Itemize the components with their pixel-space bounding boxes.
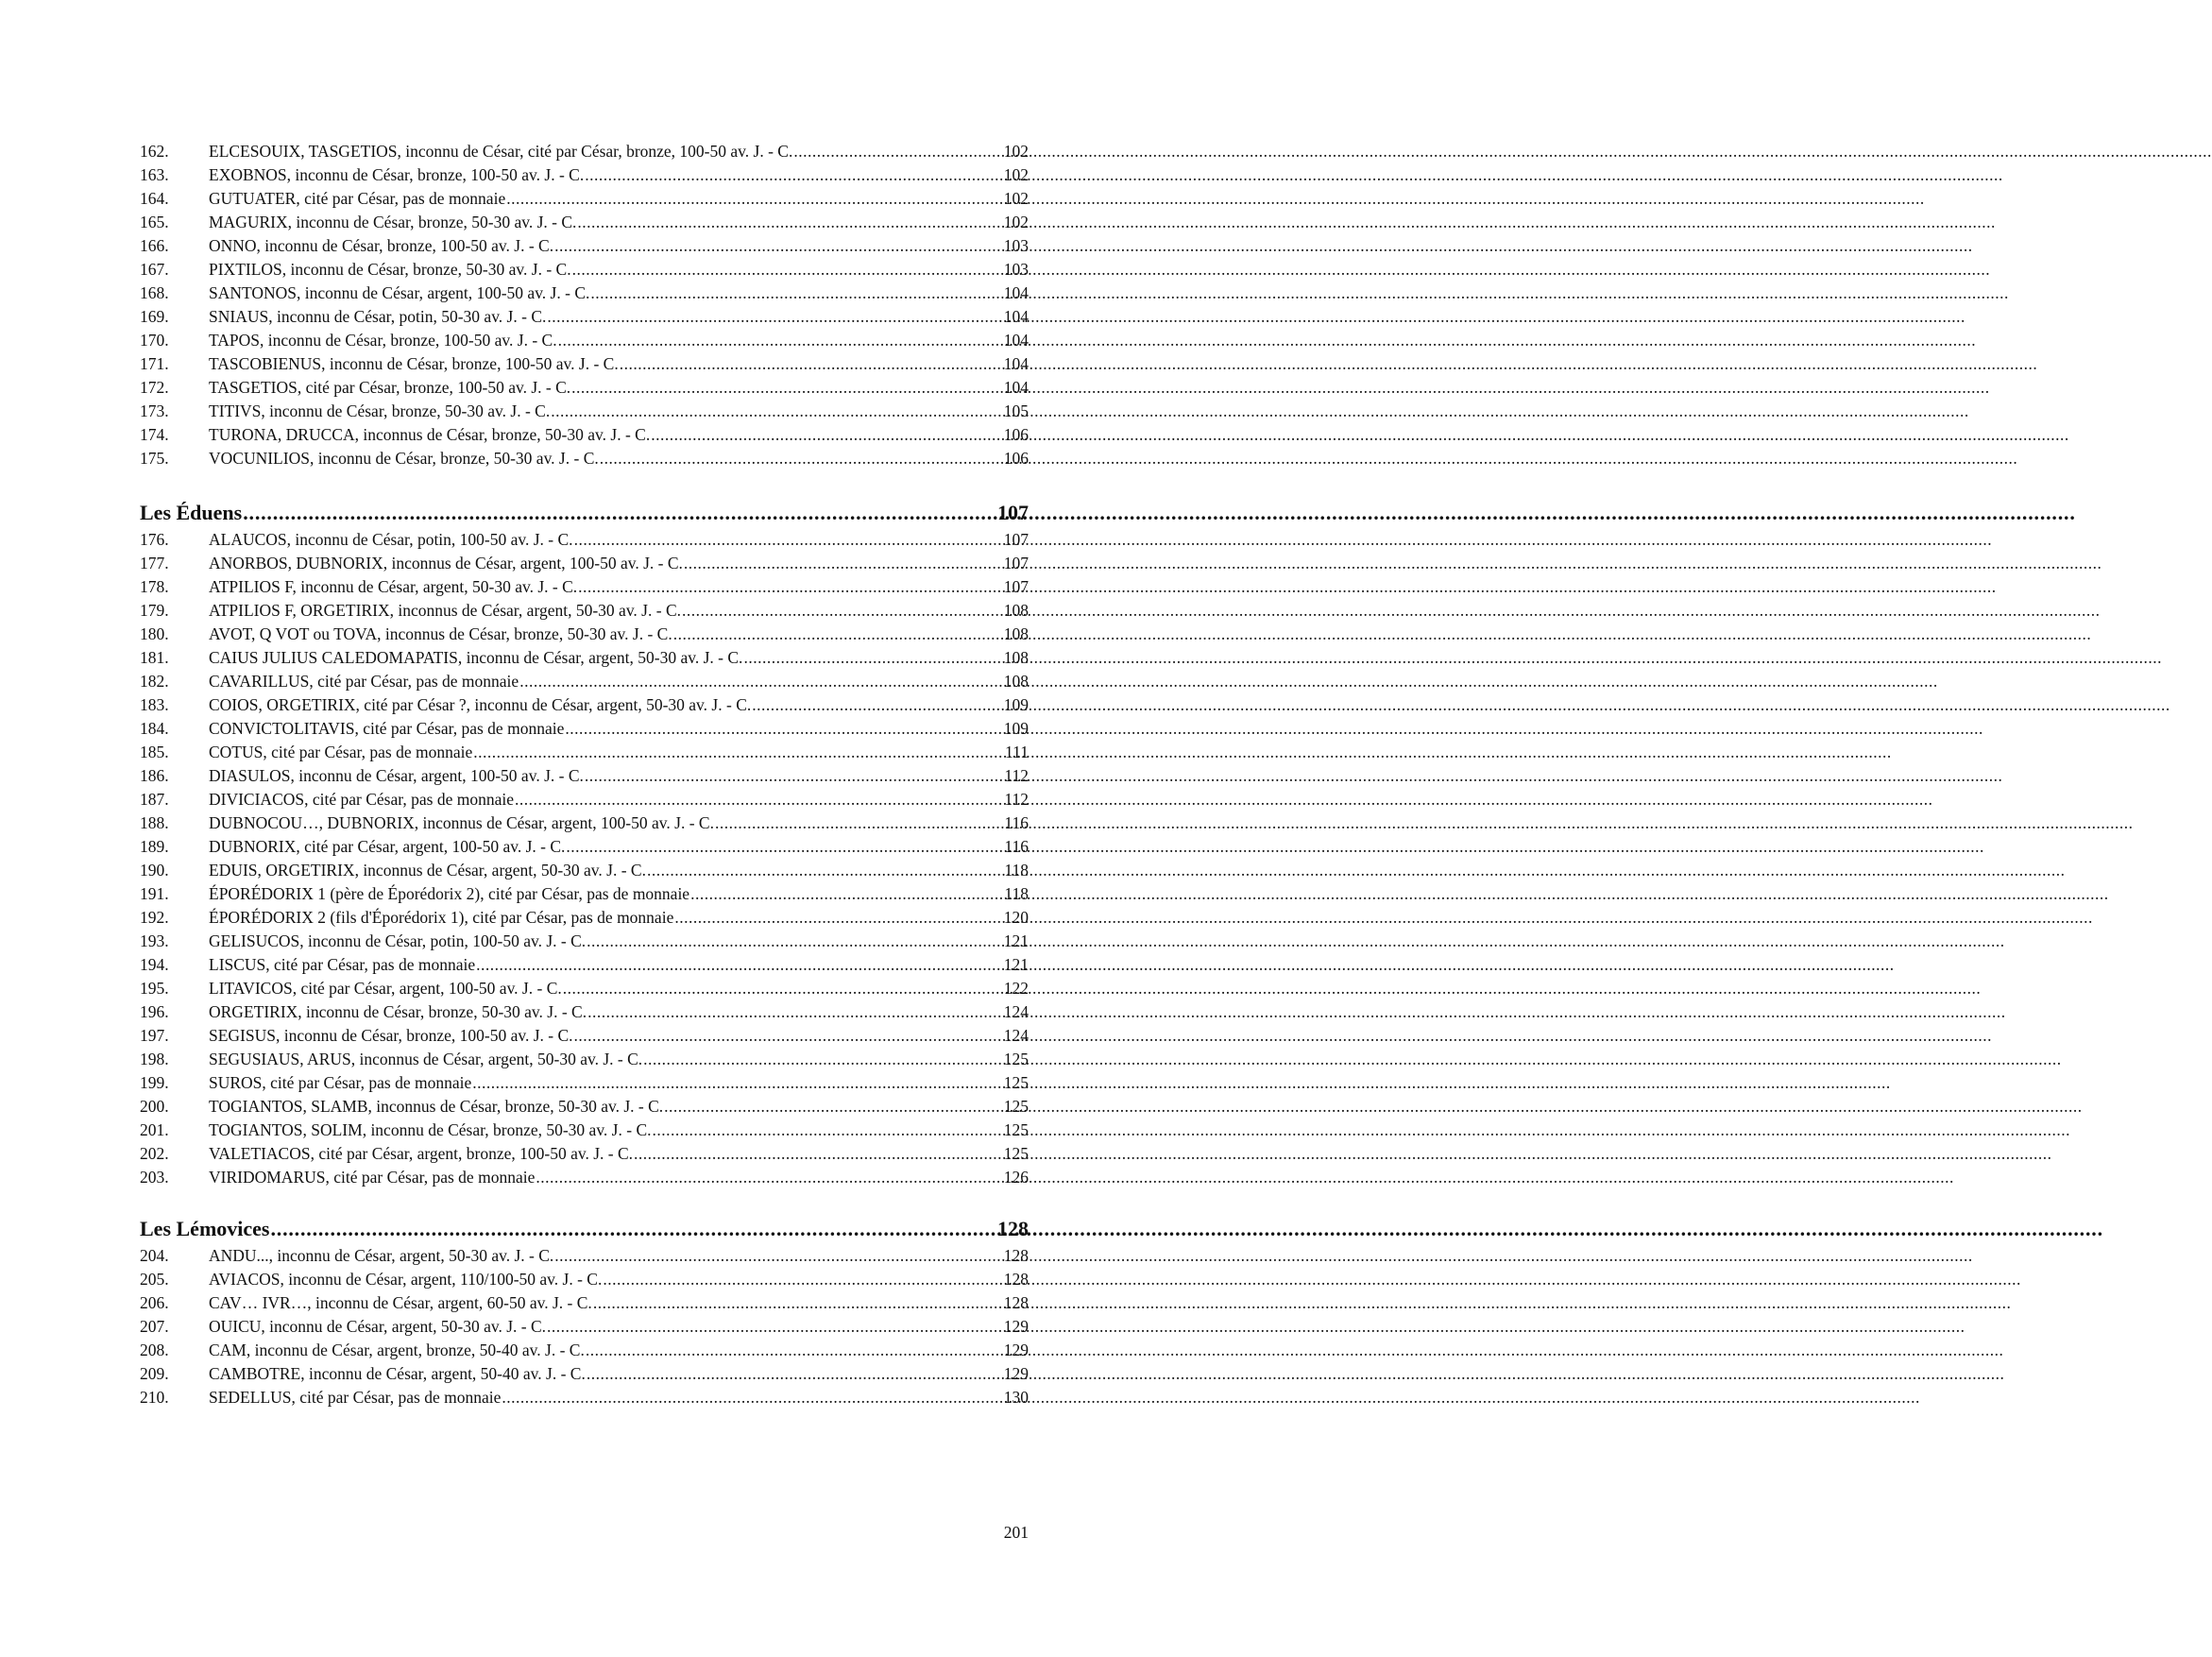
entry-number: 164. [140, 189, 169, 208]
dot-leader [590, 282, 1002, 305]
entry-title: AVOT, Q VOT ou TOVA, inconnus de César, bronze, 50-30 av. J. - C. [209, 624, 672, 643]
toc-entry [140, 599, 1029, 623]
entry-number: 165. [140, 213, 169, 231]
toc-entry [140, 646, 1029, 670]
toc-entry [140, 977, 1029, 1000]
entry-number: 171. [140, 354, 169, 373]
entry-number: 174. [140, 425, 169, 444]
entry-number: 202. [140, 1144, 169, 1163]
toc-entry [140, 717, 1029, 741]
entry-title: SEGISUS, inconnu de César, bronze, 100-50 av. J. - C. [209, 1026, 573, 1045]
entry-title: GELISUCOS, inconnu de César, potin, 100-50 av. J. - C. [209, 931, 587, 950]
toc-entry [140, 1071, 1029, 1095]
toc-entry [140, 552, 1029, 575]
entry-number: 162. [140, 142, 169, 161]
entry-title: CAM, inconnu de César, argent, bronze, 50-40 av. J. - C. [209, 1341, 585, 1359]
dot-leader [578, 575, 1003, 599]
entry-title: SEDELLUS, cité par César, pas de monnaie [209, 1388, 502, 1407]
entry-page-number: 102 [1003, 213, 1029, 231]
toc-entry [140, 693, 1029, 717]
entry-page-number: 104 [1003, 283, 1029, 302]
entry-page-number: 129 [1003, 1317, 1029, 1336]
entry-number: 187. [140, 790, 169, 809]
toc-entry [140, 1000, 1029, 1024]
entry-title: SEGUSIAUS, ARUS, inconnus de César, argent, 50-30 av. J. - C. [209, 1050, 643, 1068]
toc-entry [140, 211, 1029, 234]
toc-entry [140, 811, 1029, 835]
entry-number: 209. [140, 1364, 169, 1383]
dot-leader [587, 1000, 1003, 1024]
entry-page-number: 108 [1003, 624, 1029, 643]
toc-entry [140, 953, 1029, 977]
entry-number: 186. [140, 766, 169, 785]
entry-number: 166. [140, 236, 169, 255]
entry-title: EXOBNOS, inconnu de César, bronze, 100-50 av. J. - C. [209, 165, 585, 184]
entry-number: 184. [140, 719, 169, 738]
entry-page-number: 124 [1003, 1002, 1029, 1021]
entry-page-number: 108 [1003, 648, 1029, 667]
entry-page-number: 103 [1003, 236, 1029, 255]
entry-page-number: 108 [1003, 601, 1029, 620]
entry-title: CAIUS JULIUS CALEDOMAPATIS, inconnu de César, argent, 50-30 av. J. - C. [209, 648, 743, 667]
entry-page-number: 108 [1003, 672, 1029, 691]
entry-number: 195. [140, 979, 169, 998]
dot-leader [585, 163, 1003, 187]
toc-entry [140, 447, 1029, 470]
entry-number: 168. [140, 283, 169, 302]
entry-number: 179. [140, 601, 169, 620]
dot-leader [600, 447, 1003, 470]
entry-page-number: 103 [1003, 260, 1029, 279]
toc-entry [140, 1024, 1029, 1048]
entry-title: ANDU..., inconnu de César, argent, 50-30 av. J. - C. [209, 1246, 554, 1265]
dot-leader [587, 1362, 1003, 1386]
entry-page-number: 104 [1003, 331, 1029, 350]
dot-leader [571, 376, 1003, 400]
toc-entry [140, 423, 1029, 447]
dot-leader [653, 1119, 1003, 1142]
toc-entry [140, 258, 1029, 282]
section-title: Les Lémovices [140, 1217, 270, 1240]
toc-group-eduens [140, 498, 1029, 1189]
entry-title: TASCOBIENUS, inconnu de César, bronze, 100-50 av. J. - C. [209, 354, 619, 373]
entry-title: DIASULOS, inconnu de César, argent, 100-50 av. J. - C. [209, 766, 584, 785]
toc-entry [140, 329, 1029, 352]
toc-entry [140, 528, 1029, 552]
toc-entry [140, 234, 1029, 258]
entry-title: MAGURIX, inconnu de César, bronze, 50-30 av. J. - C. [209, 213, 577, 231]
dot-leader [684, 552, 1003, 575]
entry-title: CAVARILLUS, cité par César, pas de monnaie [209, 672, 519, 691]
entry-number: 194. [140, 955, 169, 974]
entry-number: 197. [140, 1026, 169, 1045]
entry-title: SANTONOS, inconnu de César, argent, 100-50 av. J. - C. [209, 283, 590, 302]
entry-page-number: 129 [1003, 1364, 1029, 1383]
toc-entry [140, 575, 1029, 599]
entry-number: 204. [140, 1246, 169, 1265]
toc-group-lemovices [140, 1214, 1029, 1409]
toc-entry [140, 1142, 1029, 1166]
entry-page-number: 107 [1003, 530, 1029, 549]
entry-page-number: 109 [1003, 695, 1029, 714]
toc-entry [140, 1339, 1029, 1362]
toc-entry [140, 1095, 1029, 1119]
toc-entry [140, 835, 1029, 859]
entry-title: AVIACOS, inconnu de César, argent, 110/100-50 av. J. - C. [209, 1270, 603, 1289]
entry-title: TURONA, DRUCCA, inconnus de César, bronze, 50-30 av. J. - C. [209, 425, 651, 444]
entry-title: COTUS, cité par César, pas de monnaie [209, 743, 473, 761]
toc-entry [140, 859, 1029, 882]
entry-page-number: 107 [1003, 554, 1029, 572]
entry-number: 196. [140, 1002, 169, 1021]
entry-title: ATPILIOS F, inconnu de César, argent, 50-30 av. J. - C. [209, 577, 578, 596]
toc-entry [140, 400, 1029, 423]
dot-leader [715, 811, 1003, 835]
toc-group-1 [140, 140, 1029, 470]
dot-leader [519, 670, 1003, 693]
dot-leader [587, 930, 1003, 953]
entry-page-number: 128 [1003, 1293, 1029, 1312]
entry-page-number: 125 [1003, 1144, 1029, 1163]
dot-leader [536, 1166, 1002, 1189]
entry-page-number: 125 [1003, 1120, 1029, 1139]
entry-number: 210. [140, 1388, 169, 1407]
section-page-number: 107 [997, 501, 1029, 524]
entry-number: 201. [140, 1120, 169, 1139]
entry-title: EDUIS, ORGETIRIX, inconnus de César, argent, 50-30 av. J. - C. [209, 861, 646, 880]
entry-number: 180. [140, 624, 169, 643]
dot-leader [793, 140, 1002, 163]
entry-number: 185. [140, 743, 169, 761]
entry-page-number: 106 [1003, 449, 1029, 468]
dot-leader [547, 305, 1002, 329]
entry-page-number: 122 [1003, 979, 1029, 998]
entry-title: CAV… IVR…, inconnu de César, argent, 60-50 av. J. - C. [209, 1293, 592, 1312]
dot-leader [603, 1268, 1002, 1291]
entry-title: GUTUATER, cité par César, pas de monnaie [209, 189, 506, 208]
entry-title: DIVICIACOS, cité par César, pas de monnaie [209, 790, 514, 809]
entry-page-number: 104 [1003, 307, 1029, 326]
dot-leader [554, 234, 1003, 258]
entry-title: SNIAUS, inconnu de César, potin, 50-30 av. J. - C. [209, 307, 547, 326]
entry-page-number: 116 [1004, 813, 1029, 832]
entry-title: ÉPORÉDORIX 2 (fils d'Éporédorix 1), cité par César, pas de monnaie [209, 908, 674, 927]
toc-entry [140, 930, 1029, 953]
toc-entry [140, 1244, 1029, 1268]
section-page-number: 128 [997, 1217, 1029, 1240]
dot-leader [673, 623, 1003, 646]
entry-page-number: 120 [1003, 908, 1029, 927]
entry-title: ELCESOUIX, TASGETIOS, inconnu de César, cité par César, bronze, 100-50 av. J. - C. [209, 142, 793, 161]
toc-entry [140, 1268, 1029, 1291]
entry-page-number: 126 [1003, 1168, 1029, 1187]
entry-page-number: 102 [1003, 142, 1029, 161]
dot-leader [674, 906, 1002, 930]
toc-entry [140, 788, 1029, 811]
entry-page-number: 121 [1003, 955, 1029, 974]
dot-leader [743, 646, 1002, 670]
entry-number: 190. [140, 861, 169, 880]
entry-title: LISCUS, cité par César, pas de monnaie [209, 955, 476, 974]
entry-title: CONVICTOLITAVIS, cité par César, pas de monnaie [209, 719, 565, 738]
section-heading [140, 498, 1029, 528]
entry-page-number: 130 [1003, 1388, 1029, 1407]
entry-number: 189. [140, 837, 169, 856]
entry-title: ÉPORÉDORIX 1 (père de Éporédorix 2), cité par César, pas de monnaie [209, 884, 690, 903]
entry-title: TOGIANTOS, SOLIM, inconnu de César, bronze, 50-30 av. J. - C. [209, 1120, 652, 1139]
dot-leader [690, 882, 1003, 906]
entry-number: 198. [140, 1050, 169, 1068]
toc-entry [140, 376, 1029, 400]
toc-entry [140, 1291, 1029, 1315]
entry-number: 170. [140, 331, 169, 350]
entry-number: 172. [140, 378, 169, 397]
entry-title: DUBNORIX, cité par César, argent, 100-50 av. J. - C. [209, 837, 566, 856]
entry-title: VOCUNILIOS, inconnu de César, bronze, 50-30 av. J. - C. [209, 449, 599, 468]
entry-title: VIRIDOMARUS, cité par César, pas de monnaie [209, 1168, 536, 1187]
dot-leader [574, 528, 1003, 552]
dot-leader [593, 1291, 1003, 1315]
dot-leader [752, 693, 1003, 717]
dot-leader [651, 423, 1003, 447]
entry-number: 199. [140, 1073, 169, 1092]
dot-leader [565, 717, 1002, 741]
entry-title: TAPOS, inconnu de César, bronze, 100-50 av. J. - C. [209, 331, 557, 350]
entry-page-number: 112 [1004, 790, 1029, 809]
entry-title: PIXTILOS, inconnu de César, bronze, 50-30 av. J. - C. [209, 260, 571, 279]
entry-title: VALETIACOS, cité par César, argent, bronze, 100-50 av. J. - C. [209, 1144, 634, 1163]
toc-entry [140, 1166, 1029, 1189]
dot-leader [572, 258, 1003, 282]
entry-number: 200. [140, 1097, 169, 1116]
toc-entry [140, 670, 1029, 693]
dot-leader [547, 1315, 1003, 1339]
entry-title: CAMBOTRE, inconnu de César, argent, 50-40 av. J. - C. [209, 1364, 586, 1383]
dot-leader [476, 953, 1003, 977]
entry-page-number: 107 [1003, 577, 1029, 596]
entry-page-number: 128 [1003, 1246, 1029, 1265]
entry-number: 183. [140, 695, 169, 714]
toc-entry [140, 764, 1029, 788]
toc-entry [140, 1386, 1029, 1409]
dot-leader [634, 1142, 1003, 1166]
entry-number: 208. [140, 1341, 169, 1359]
entry-page-number: 105 [1003, 401, 1029, 420]
entry-page-number: 124 [1003, 1026, 1029, 1045]
entry-number: 176. [140, 530, 169, 549]
section-heading [140, 1214, 1029, 1244]
entry-page-number: 118 [1004, 884, 1029, 903]
dot-leader [270, 1214, 996, 1244]
dot-leader [554, 1244, 1002, 1268]
entry-page-number: 111 [1005, 743, 1029, 761]
entry-title: TASGETIOS, cité par César, bronze, 100-50 av. J. - C. [209, 378, 571, 397]
entry-number: 177. [140, 554, 169, 572]
entry-number: 207. [140, 1317, 169, 1336]
toc-entry [140, 882, 1029, 906]
toc-entry [140, 1362, 1029, 1386]
dot-leader [682, 599, 1003, 623]
entry-title: ONNO, inconnu de César, bronze, 100-50 av. J. - C. [209, 236, 554, 255]
dot-leader [620, 352, 1003, 376]
toc-entry [140, 282, 1029, 305]
entry-title: TOGIANTOS, SLAMB, inconnus de César, bronze, 50-30 av. J. - C. [209, 1097, 664, 1116]
entry-number: 173. [140, 401, 169, 420]
entry-title: OUICU, inconnu de César, argent, 50-30 av. J. - C. [209, 1317, 547, 1336]
toc-entry [140, 741, 1029, 764]
toc-entry [140, 1119, 1029, 1142]
entry-number: 167. [140, 260, 169, 279]
entry-number: 181. [140, 648, 169, 667]
entry-title: DUBNOCOU…, DUBNORIX, inconnus de César, argent, 100-50 av. J. - C. [209, 813, 714, 832]
entry-number: 182. [140, 672, 169, 691]
entry-number: 175. [140, 449, 169, 468]
entry-number: 192. [140, 908, 169, 927]
section-title: Les Éduens [140, 501, 243, 524]
toc-entry [140, 187, 1029, 211]
dot-leader [473, 741, 1004, 764]
entry-number: 163. [140, 165, 169, 184]
entry-page-number: 102 [1003, 165, 1029, 184]
toc-entry [140, 1048, 1029, 1071]
entry-number: 205. [140, 1270, 169, 1289]
dot-leader [643, 1048, 1003, 1071]
entry-page-number: 121 [1003, 931, 1029, 950]
toc-entry [140, 163, 1029, 187]
entry-page-number: 106 [1003, 425, 1029, 444]
dot-leader [563, 977, 1003, 1000]
toc-entry [140, 305, 1029, 329]
entry-number: 203. [140, 1168, 169, 1187]
entry-page-number: 125 [1003, 1097, 1029, 1116]
dot-leader [577, 211, 1002, 234]
page-number: 201 [1003, 1523, 1029, 1542]
entry-number: 188. [140, 813, 169, 832]
entry-page-number: 125 [1003, 1050, 1029, 1068]
dot-leader [551, 400, 1003, 423]
entry-page-number: 102 [1003, 189, 1029, 208]
entry-number: 178. [140, 577, 169, 596]
entry-page-number: 104 [1003, 354, 1029, 373]
dot-leader [664, 1095, 1003, 1119]
entry-page-number: 116 [1004, 837, 1029, 856]
entry-title: ATPILIOS F, ORGETIRIX, inconnus de César, argent, 50-30 av. J. - C. [209, 601, 681, 620]
entry-title: ALAUCOS, inconnu de César, potin, 100-50 av. J. - C. [209, 530, 573, 549]
dot-leader [647, 859, 1003, 882]
entry-title: LITAVICOS, cité par César, argent, 100-50 av. J. - C. [209, 979, 562, 998]
dot-leader [558, 329, 1003, 352]
dot-leader [566, 835, 1003, 859]
entry-page-number: 112 [1004, 766, 1029, 785]
entry-number: 169. [140, 307, 169, 326]
entry-page-number: 109 [1003, 719, 1029, 738]
entry-title: SUROS, cité par César, pas de monnaie [209, 1073, 472, 1092]
toc-entry [140, 140, 1029, 163]
entry-number: 191. [140, 884, 169, 903]
toc-entry [140, 352, 1029, 376]
toc-entry [140, 906, 1029, 930]
dot-leader [585, 764, 1004, 788]
dot-leader [515, 788, 1003, 811]
entry-title: COIOS, ORGETIRIX, cité par César ?, inconnu de César, argent, 50-30 av. J. - C. [209, 695, 752, 714]
dot-leader [502, 1386, 1002, 1409]
toc-entry [140, 1315, 1029, 1339]
entry-page-number: 118 [1004, 861, 1029, 880]
entry-page-number: 125 [1003, 1073, 1029, 1092]
dot-leader [243, 498, 996, 528]
dot-leader [472, 1071, 1002, 1095]
entry-number: 206. [140, 1293, 169, 1312]
dot-leader [506, 187, 1003, 211]
dot-leader [574, 1024, 1003, 1048]
toc-entry [140, 623, 1029, 646]
entry-title: ANORBOS, DUBNORIX, inconnus de César, argent, 100-50 av. J. - C. [209, 554, 683, 572]
entry-number: 193. [140, 931, 169, 950]
entry-page-number: 104 [1003, 378, 1029, 397]
entry-page-number: 128 [1003, 1270, 1029, 1289]
dot-leader [586, 1339, 1003, 1362]
entry-title: ORGETIRIX, inconnu de César, bronze, 50-30 av. J. - C. [209, 1002, 587, 1021]
entry-title: TITIVS, inconnu de César, bronze, 50-30 av. J. - C. [209, 401, 551, 420]
entry-page-number: 129 [1003, 1341, 1029, 1359]
